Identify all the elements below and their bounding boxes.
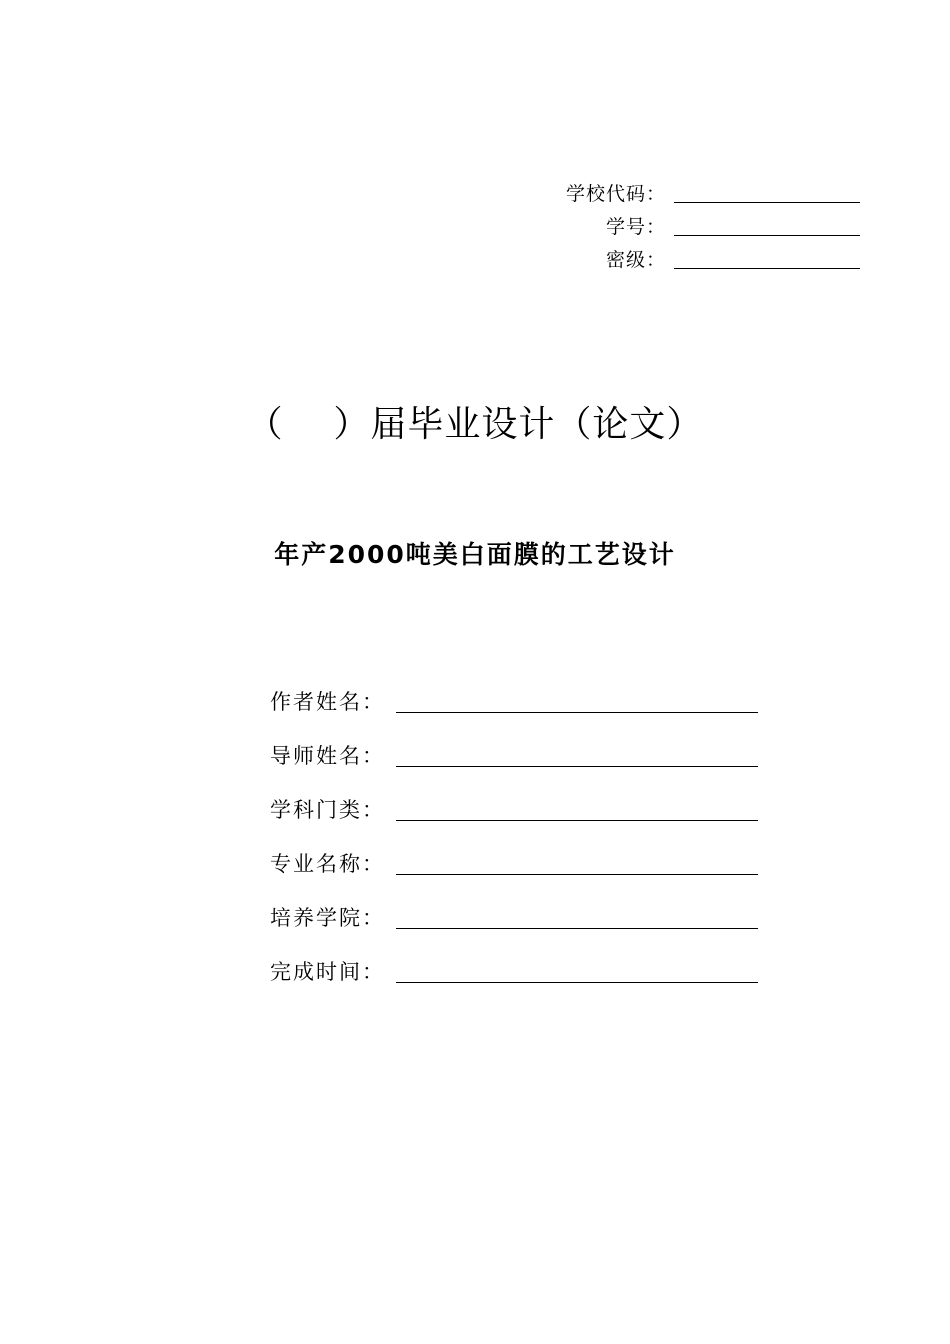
discipline-field[interactable]	[396, 820, 758, 821]
author-name-label: 作者姓名：	[270, 690, 385, 714]
security-level-field[interactable]	[674, 268, 860, 269]
completion-date-label: 完成时间：	[270, 960, 385, 984]
school-code-field[interactable]	[674, 202, 860, 203]
major-name-label: 专业名称：	[270, 852, 385, 876]
security-level-row	[606, 246, 860, 272]
student-id-field[interactable]	[674, 235, 860, 236]
author-name-field[interactable]	[396, 712, 758, 713]
completion-date-row	[270, 954, 758, 986]
student-id-row	[606, 213, 860, 239]
college-row	[270, 900, 758, 932]
supervisor-name-label: 导师姓名：	[270, 744, 385, 768]
student-id-label: 学号：	[605, 216, 666, 238]
completion-date-field[interactable]	[396, 982, 758, 983]
security-level-label: 密级：	[605, 249, 666, 271]
discipline-row	[270, 792, 758, 824]
document-title: （ ）届毕业设计（论文）	[246, 404, 704, 445]
school-code-label: 学校代码：	[565, 183, 666, 205]
college-label: 培养学院：	[270, 906, 385, 930]
discipline-label: 学科门类：	[270, 798, 385, 822]
supervisor-name-row	[270, 738, 758, 770]
school-code-row	[566, 180, 860, 206]
thesis-title: 年产2000吨美白面膜的工艺设计	[274, 540, 676, 569]
major-name-row	[270, 846, 758, 878]
supervisor-name-field[interactable]	[396, 766, 758, 767]
college-field[interactable]	[396, 928, 758, 929]
author-name-row	[270, 684, 758, 716]
major-name-field[interactable]	[396, 874, 758, 875]
